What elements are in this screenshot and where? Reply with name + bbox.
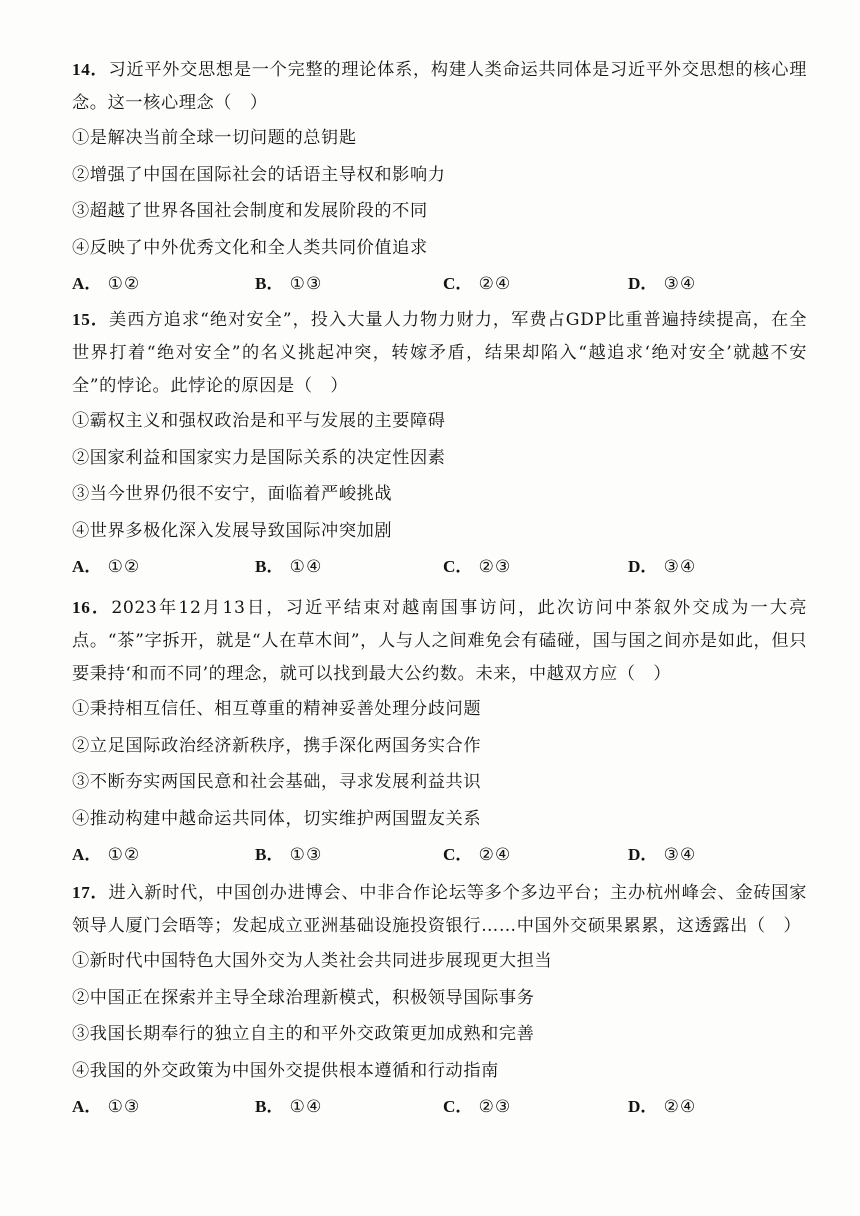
answer-choices bbox=[72, 549, 807, 585]
question-number: 15． bbox=[72, 310, 110, 329]
choice-c: C． ②④ bbox=[443, 845, 512, 865]
question-stem bbox=[72, 876, 807, 943]
statement-1: ①霸权主义和强权政治是和平与发展的主要障碍 bbox=[72, 411, 446, 431]
choice-d: D． ②④ bbox=[628, 1097, 697, 1117]
answer-choices bbox=[72, 837, 807, 873]
question-number: 17． bbox=[72, 883, 109, 902]
question-number: 16． bbox=[72, 598, 112, 617]
question-15 bbox=[72, 303, 807, 585]
statement-4: ④世界多极化深入发展导致国际冲突加剧 bbox=[72, 520, 393, 541]
question-16 bbox=[72, 591, 807, 873]
choice-b: B． ①④ bbox=[255, 557, 323, 577]
statement-3: ③我国长期奉行的独立自主的和平外交政策更加成熟和完善 bbox=[72, 1024, 535, 1044]
question-stem bbox=[72, 53, 807, 120]
statement-4: ④推动构建中越命运共同体，切实维护两国盟友关系 bbox=[72, 808, 482, 829]
question-text: 美西方追求“绝对安全”，投入大量人力物力财力，军费占GDP比重普遍持续提高，在全世界打着“绝对安全”的名义挑起冲突，转嫁矛盾，结果却陷入“越追求‘绝对安全’就越不安全”的悖论。此悖论的原因是（ ） bbox=[72, 310, 807, 396]
question-number: 14． bbox=[72, 60, 109, 79]
question-text: 进入新时代，中国创办进博会、中非合作论坛等多个多边平台；主办杭州峰会、金砖国家领导人厦门会晤等；发起成立亚洲基础设施投资银行……中国外交硕果累累，这透露出（ ） bbox=[72, 883, 807, 936]
statement-2: ②国家利益和国家实力是国际关系的决定性因素 bbox=[72, 447, 446, 468]
statement-2: ②中国正在探索并主导全球治理新模式，积极领导国际事务 bbox=[72, 987, 535, 1008]
choice-c: C． ②④ bbox=[443, 274, 512, 294]
statement-4: ④反映了中外优秀文化和全人类共同价值追求 bbox=[72, 237, 428, 258]
answer-choices bbox=[72, 1089, 807, 1125]
choice-d: D． ③④ bbox=[628, 845, 697, 865]
statement-1: ①新时代中国特色大国外交为人类社会共同进步展现更大担当 bbox=[72, 951, 553, 971]
statement-2: ②增强了中国在国际社会的话语主导权和影响力 bbox=[72, 164, 446, 185]
question-text: 习近平外交思想是一个完整的理论体系，构建人类命运共同体是习近平外交思想的核心理念。这一核心理念（ ） bbox=[72, 60, 807, 113]
choice-d: D． ③④ bbox=[628, 557, 697, 577]
question-text: 2023年12月13日，习近平结束对越南国事访问，此次访问中茶叙外交成为一大亮点。“茶”字拆开，就是“人在草木间”，人与人之间难免会有磕碰，国与国之间亦是如此，但只要秉持‘和而不同’的理念，就可以找到最大公约数。未来，中越双方应（ ） bbox=[72, 598, 807, 684]
choice-d: D． ③④ bbox=[628, 274, 697, 294]
question-17 bbox=[72, 876, 807, 1125]
answer-choices bbox=[72, 266, 807, 302]
statement-1: ①是解决当前全球一切问题的总钥匙 bbox=[72, 128, 357, 148]
statement-3: ③当今世界仍很不安宁，面临着严峻挑战 bbox=[72, 484, 393, 504]
choice-b: B． ①④ bbox=[255, 1097, 323, 1117]
choice-c: C． ②③ bbox=[443, 1097, 512, 1117]
question-stem bbox=[72, 303, 807, 403]
statement-1: ①秉持相互信任、相互尊重的精神妥善处理分歧问题 bbox=[72, 699, 482, 719]
choice-a: A． ①② bbox=[72, 557, 141, 577]
statement-4: ④我国的外交政策为中国外交提供根本遵循和行动指南 bbox=[72, 1060, 499, 1081]
choice-c: C． ②③ bbox=[443, 557, 512, 577]
choice-a: A． ①② bbox=[72, 845, 141, 865]
question-14 bbox=[72, 53, 807, 302]
question-stem bbox=[72, 591, 807, 691]
choice-b: B． ①③ bbox=[255, 274, 323, 294]
choice-a: A． ①③ bbox=[72, 1097, 141, 1117]
statement-2: ②立足国际政治经济新秩序，携手深化两国务实合作 bbox=[72, 735, 482, 756]
statement-3: ③不断夯实两国民意和社会基础，寻求发展利益共识 bbox=[72, 772, 482, 792]
choice-a: A． ①② bbox=[72, 274, 141, 294]
choice-b: B． ①③ bbox=[255, 845, 323, 865]
statement-3: ③超越了世界各国社会制度和发展阶段的不同 bbox=[72, 201, 428, 221]
